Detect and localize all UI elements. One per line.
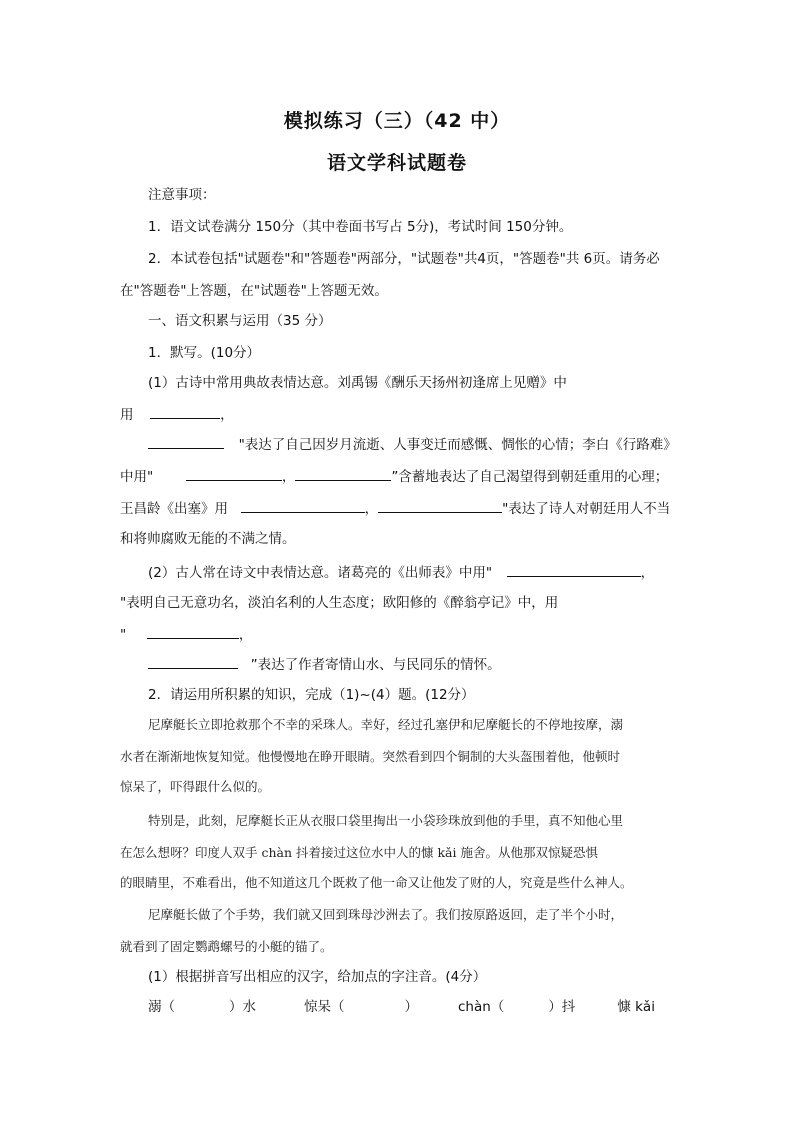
text-suffix: ”含蓄地表达了自己渴望得到朝廷重用的心理； [391,469,669,485]
question-1-1-line-4 [120,466,668,486]
comma-text: ， [364,501,379,517]
notice-item-2-line-2: 在"答题卷"上答题，在"试题卷"上答题无效。 [120,283,388,299]
answer-item: ）抖 [548,999,576,1015]
question-2-1-heading: (1）根据拼音写出相应的汉字，给加点的字注音。(4分） [148,969,487,985]
question-1-1-line-6: 和将帅腐败无能的不满之情。 [120,531,296,547]
blank-input[interactable] [241,498,365,513]
passage-line: 在怎么想呀？印度人双手 chàn 抖着接过这位水中人的慷 kǎi 施舍。从他那双惊疑恐惧 [120,845,598,860]
passage-line: 就看到了固定鹦鹉螺号的小艇的锚了。 [120,939,333,954]
notice-heading: 注意事项： [148,187,216,203]
comma-text: ， [640,565,655,581]
question-1-2-line-2: "表明自己无意功名，淡泊名利的人生态度；欧阳修的《醉翁亭记》中，用 [120,595,559,611]
passage-line: 特别是，此刻，尼摩艇长正从衣服口袋里掏出一小袋珍珠放到他的手里，真不知他心里 [148,813,624,828]
question-1-1-line-3 [148,434,677,454]
question-1-2-line-3 [120,624,252,644]
question-1-1-line-5 [120,498,670,518]
blank-input[interactable] [507,562,641,577]
answer-item: ） [404,999,418,1015]
blank-input[interactable] [147,624,239,639]
notice-item-1: 1．语文试卷满分 150分（其中卷面书写占 5分)，考试时间 150分钟。 [148,219,573,235]
question-1-heading: 1．默写。(10分） [148,345,261,361]
answer-item: 溺（ [148,999,175,1015]
passage-line: 尼摩艇长立即抢救那个不幸的采珠人。幸好，经过孔塞伊和尼摩艇长的不停地按摩，溺 [148,717,624,732]
blank-input[interactable] [150,404,220,419]
question-1-1-line-2 [120,404,234,424]
passage-line: 的眼睛里，不难看出，他不知道这几个既救了他一命又让他发了财的人，究竟是些什么神人。 [120,875,633,890]
exam-subtitle: 语文学科试题卷 [326,152,467,174]
text-prefix: 用 [120,407,134,423]
text-prefix: (2）古人常在诗文中表情达意。诸葛亮的《出师表》中用" [148,565,493,581]
comma-text: ， [220,407,234,423]
passage-line: 尼摩艇长做了个手势，我们就又回到珠母沙洲去了。我们按原路返回，走了半个小时， [148,907,624,922]
text-prefix: " [120,627,127,643]
text-prefix: 中用" [120,469,154,485]
exam-title: 模拟练习（三）（42 中） [283,110,511,132]
answer-item: 慷 kǎi [617,999,655,1015]
answer-item: ）水 [229,999,256,1015]
blank-input[interactable] [295,466,391,481]
question-1-1-line-1: (1）古诗中常用典故表情达意。刘禹锡《酬乐天扬州初逢席上见赠》中 [148,375,567,391]
passage-line: 惊呆了，吓得跟什么似的。 [120,779,271,794]
answer-item: 惊呆（ [304,999,345,1015]
text-prefix: 王昌龄《出塞》用 [120,501,228,517]
section-1-heading: 一、语文积累与运用（35 分） [148,313,332,329]
answer-item: chàn（ [458,999,505,1015]
blank-input[interactable] [148,654,238,669]
passage-line: 水者在渐渐地恢复知觉。他慢慢地在睁开眼睛。突然看到四个铜制的大头盔围着他，他顿时 [120,749,621,764]
text-suffix: ”表达了作者寄情山水、与民同乐的情怀。 [250,657,501,673]
blank-input[interactable] [378,498,502,513]
text-suffix: "表达了自己因岁月流逝、人事变迁而感慨、惆怅的心情；李白《行路难》 [238,437,677,453]
question-2-1-answer-row [148,998,655,1016]
notice-item-2-line-1: 2．本试卷包括"试题卷"和"答题卷"两部分，"试题卷"共4页，"答题卷"共 6页。请务必 [148,251,660,267]
blank-input[interactable] [148,434,224,449]
text-suffix: "表达了诗人对朝廷用人不当 [502,501,671,517]
question-2-heading: 2．请运用所积累的知识，完成（1)~(4）题。(12分） [148,687,475,703]
blank-input[interactable] [186,466,282,481]
question-1-2-line-1 [148,562,654,582]
comma-text: ， [238,627,253,643]
comma-text: ， [281,469,296,485]
question-1-2-line-4 [148,654,501,674]
